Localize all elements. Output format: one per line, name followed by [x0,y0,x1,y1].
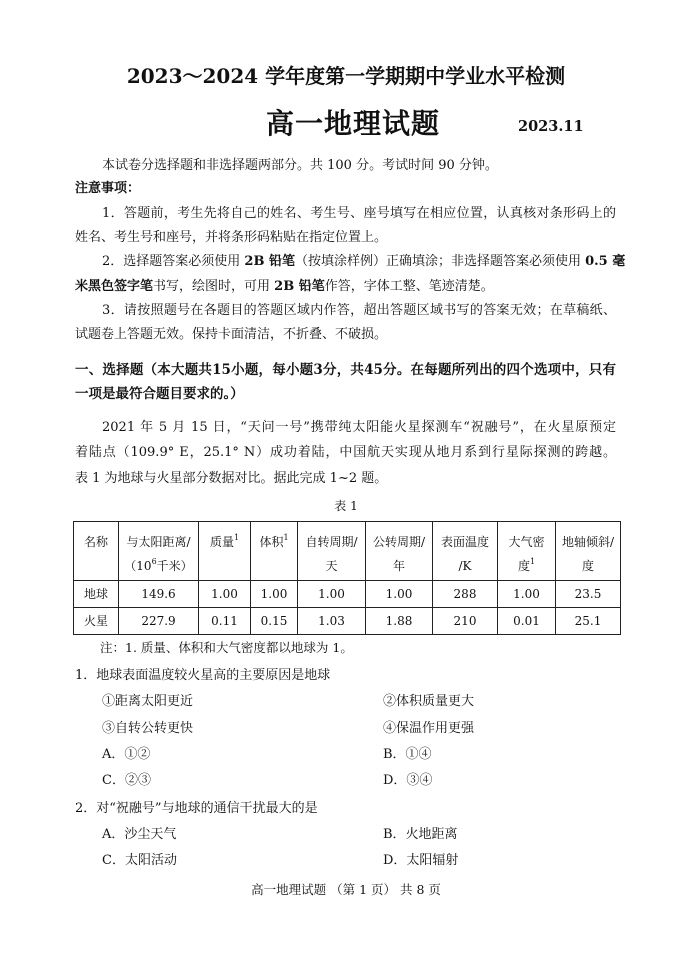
notice-heading: 注意事项： [75,181,141,196]
table-cell: 25.1 [556,608,621,635]
notice-item-2-text: 书写，绘图时，可用 [153,279,275,294]
header-unit: 度 [581,559,594,573]
notice-item-2-text: 2．选择题答案必须使用 [102,254,245,269]
col-header-sun-distance [119,522,199,581]
earth-mars-data-table [73,521,621,635]
col-header-surface-temperature [433,522,498,581]
table-cell: 1.00 [251,581,298,608]
header-text: 自转周期/ [305,535,358,549]
header-unit: 年 [392,559,405,573]
exam-date: 2023.11 [518,118,584,135]
header-text: 大气密 [508,535,545,549]
header-unit: 天 [325,559,338,573]
col-header-axial-tilt [556,522,621,581]
col-header-mass [199,522,251,581]
table-cell: 1.00 [366,581,433,608]
section-heading-line-1: 一、选择题（本大题共15小题，每小题3分，共45分。在每题所列出的四个选项中，只有 [75,362,616,378]
notice-bold-2b-pencil: 2B 铅笔 [274,279,325,294]
col-header-revolution-period [366,522,433,581]
page-footer: 高一地理试题 （第 1 页） 共 8 页 [251,882,441,897]
table-cell: 1.00 [199,581,251,608]
q1-choice-a: A．①② [102,747,151,762]
header-unit: 千米） [156,559,193,573]
col-header-name [74,522,119,581]
exam-session-title: 2023～2024 学年度第一学期期中学业水平检测 [126,64,566,88]
table-cell: 地球 [74,581,119,608]
notice-item-2-line-1 [102,252,626,272]
notice-item-1-line-2: 姓名、考生号和座号，并将条形码粘贴在指定位置上。 [75,230,388,245]
notice-bold-signing-pen: 米黑色签字笔 [75,279,154,294]
passage-line-3: 表 1 为地球与火星部分数据对比。据此完成 1~2 题。 [75,471,388,486]
table-cell: 1.88 [366,608,433,635]
question-1-stem: 1．地球表面温度较火星高的主要原因是地球 [75,668,331,683]
table-note: 注：1. 质量、体积和大气密度都以地球为 1。 [100,640,353,655]
q2-choice-a: A．沙尘天气 [102,827,177,842]
header-superscript: 1 [233,533,240,542]
table-header-row [74,522,621,581]
table-cell: 1.00 [298,581,366,608]
header-text: 质量 [209,535,234,549]
notice-bold-2b-pencil: 2B 铅笔 [244,254,295,269]
header-text: 名称 [83,535,108,549]
q1-choice-c: C．②③ [102,773,151,788]
header-text: 与太阳距离/ [126,535,191,549]
q1-choice-d: D．③④ [383,773,433,788]
header-text: 地轴倾斜/ [561,535,615,549]
q1-statement-1: ①距离太阳更近 [102,694,194,709]
q2-choice-d: D．太阳辐射 [383,853,459,868]
table-cell: 0.11 [199,608,251,635]
notice-item-3-line-1: 3．请按照题号在各题目的答题区域内作答，超出答题区域书写的答案无效；在草稿纸、 [102,303,616,318]
q1-choice-b: B．①④ [383,747,432,762]
table-row-mars [74,608,621,635]
header-unit: （10 [124,559,152,573]
q1-statement-2: ②体积质量更大 [383,694,475,709]
section-heading-line-2: 一项是最符合题目要求的。） [75,386,244,402]
header-text: 表面温度 [440,535,489,549]
table-caption: 表 1 [334,499,358,513]
table-cell: 288 [433,581,498,608]
passage-line-1: 2021 年 5 月 15 日，“天问一号”携带纯太阳能火星探测车“祝融号”，在火星原预定 [102,420,616,435]
col-header-atmosphere-density [498,522,556,581]
col-header-rotation-period [298,522,366,581]
notice-item-2-text: （按填涂样例）正确填涂；非选择题答案必须使用 [294,254,586,269]
q1-statement-3: ③自转公转更快 [102,721,194,736]
table-row-earth [74,581,621,608]
paper-title: 高一地理试题 [266,107,441,140]
paper-intro: 本试卷分选择题和非选择题两部分。共 100 分。考试时间 90 分钟。 [102,158,498,173]
notice-item-2-text: 作答，字体工整、笔迹清楚。 [324,279,494,294]
header-superscript: 6 [151,557,157,566]
header-text: 度 [517,559,530,573]
table-cell: 227.9 [119,608,199,635]
header-text: 体积 [259,535,284,549]
notice-item-1-line-1: 1．答题前，考生先将自己的姓名、考生号、座号填写在相应位置，认真核对条形码上的 [102,206,616,221]
table-cell: 0.15 [251,608,298,635]
table-cell: 149.6 [119,581,199,608]
q2-choice-c: C．太阳活动 [102,853,177,868]
header-unit: /K [458,559,472,573]
q1-statement-4: ④保温作用更强 [383,721,475,736]
table-cell: 1.03 [298,608,366,635]
header-superscript: 1 [283,533,289,542]
header-text: 公转周期/ [372,535,426,549]
table-cell: 火星 [74,608,119,635]
table-cell: 23.5 [556,581,621,608]
notice-item-2-line-2 [75,277,616,297]
table-cell: 210 [433,608,498,635]
notice-item-3-line-2: 试题卷上答题无效。保持卡面清洁，不折叠、不破损。 [75,327,388,342]
question-2-stem: 2．对“祝融号”与地球的通信干扰最大的是 [75,801,318,816]
header-superscript: 1 [529,557,536,566]
table-cell: 1.00 [498,581,556,608]
notice-bold-signing-pen: 0.5 毫 [585,254,626,269]
passage-line-2: 着陆点（109.9° E，25.1° N）成功着陆，中国航天实现从地月系到行星际探测的跨越。 [75,445,616,460]
col-header-volume [251,522,298,581]
table-cell: 0.01 [498,608,556,635]
q2-choice-b: B．火地距离 [383,827,458,842]
